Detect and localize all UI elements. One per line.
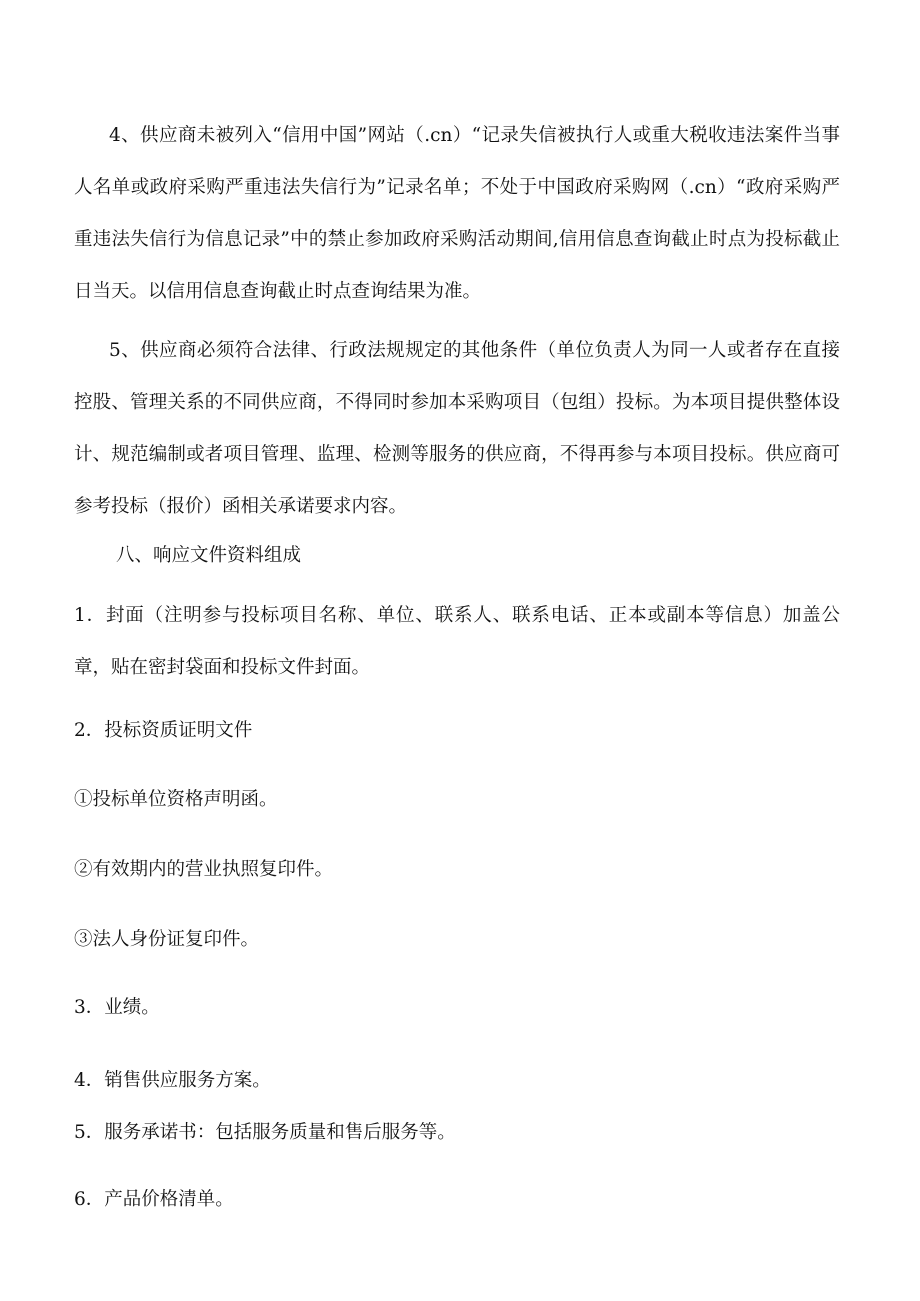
list-item-cover: 1．封面（注明参与投标项目名称、单位、联系人、联系电话、正本或副本等信息）加盖公章，贴在密封袋面和投标文件封面。 [74,605,840,678]
list-item-qualification-statement: ①投标单位资格声明函。 [74,789,278,810]
list-item-business-license: ②有效期内的营业执照复印件。 [74,859,334,880]
paragraph-item-4: 4、供应商未被列入“信用中国”网站（.cn）“记录失信被执行人或重大税收违法案件当事人名单或政府采购严重违法失信行为”记录名单；不处于中国政府采购网（.cn）“政府采购严重违法失信行为信息记录”中的禁止参加政府采购活动期间,信用信息查询截止时点为投标截止日当天。以信用信息查询截止时点查询结果为准。 [74,125,840,302]
section-heading: 八、响应文件资料组成 [116,545,302,566]
list-item-legal-id: ③法人身份证复印件。 [74,929,260,950]
list-item-qualification: 2．投标资质证明文件 [74,720,253,741]
list-item-service-plan: 4．销售供应服务方案。 [74,1070,271,1091]
list-item-service-commitment: 5．服务承诺书：包括服务质量和售后服务等。 [74,1122,456,1143]
list-item-performance: 3．业绩。 [74,997,160,1018]
paragraph-item-5: 5、供应商必须符合法律、行政法规规定的其他条件（单位负责人为同一人或者存在直接控股、管理关系的不同供应商，不得同时参加本采购项目（包组）投标。为本项目提供整体设计、规范编制或者项目管理、监理、检测等服务的供应商，不得再参与本项目投标。供应商可参考投标（报价）函相关承诺要求内容。 [74,340,840,517]
list-item-price-list: 6．产品价格清单。 [74,1189,234,1210]
